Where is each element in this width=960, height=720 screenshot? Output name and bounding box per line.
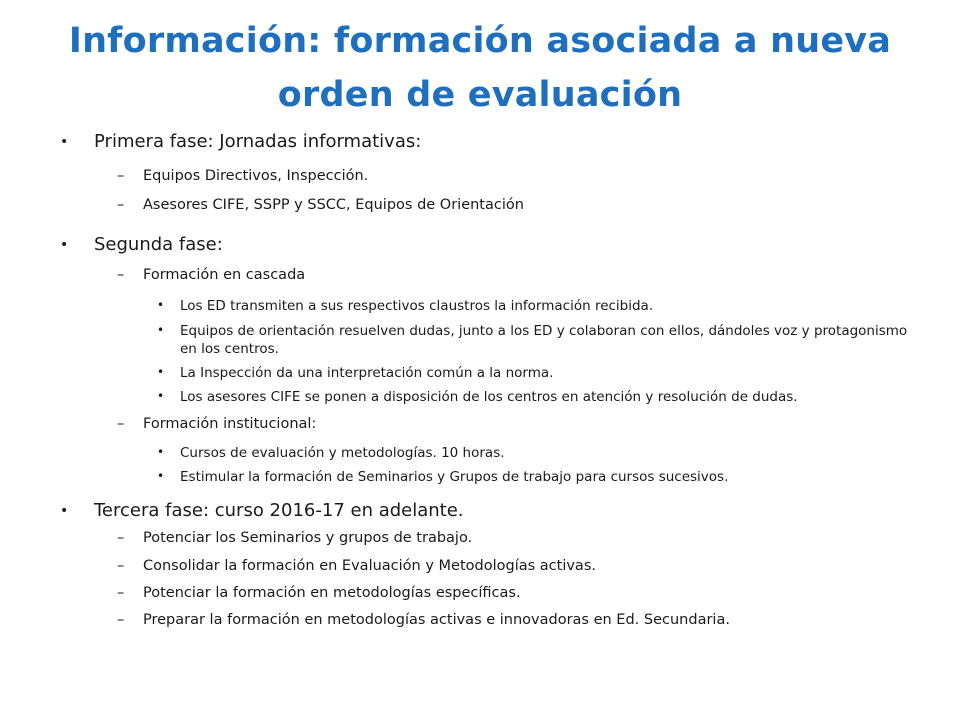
section-heading [60, 130, 940, 154]
section-heading [60, 499, 940, 523]
list-item-text: Asesores CIFE, SSPP y SSCC, Equipos de Orientación [143, 197, 524, 213]
bullet-icon: • [157, 365, 165, 379]
sub-list-item [60, 468, 920, 486]
dash-icon: – [117, 267, 125, 283]
list-item [60, 583, 940, 603]
dash-icon: – [117, 585, 125, 601]
dash-icon: – [117, 168, 125, 184]
bullet-icon: • [157, 445, 165, 459]
dash-icon: – [117, 612, 125, 628]
dash-icon: – [117, 558, 125, 574]
sub-list-item [60, 297, 920, 315]
list-item [60, 528, 940, 548]
list-item-text: Formación en cascada [143, 267, 306, 283]
slide-content [60, 128, 940, 630]
sub-list-item-text: Cursos de evaluación y metodologías. 10 horas. [180, 445, 505, 461]
sub-list-item-text: Estimular la formación de Seminarios y Grupos de trabajo para cursos sucesivos. [180, 469, 729, 485]
sub-list-item-text: Los asesores CIFE se ponen a disposición de los centros en atención y resolución de dudas. [180, 389, 798, 405]
list-item-text: Consolidar la formación en Evaluación y Metodologías activas. [143, 558, 596, 574]
bullet-icon: • [157, 298, 165, 312]
bullet-icon: • [157, 323, 165, 337]
section-heading-text: Tercera fase: curso 2016-17 en adelante. [94, 500, 464, 521]
sub-list-item [60, 444, 920, 462]
list-item [60, 610, 940, 630]
bullet-icon: • [60, 503, 69, 519]
dash-icon: – [117, 416, 125, 432]
list-item [60, 195, 940, 215]
sub-list-item [60, 388, 920, 406]
section-heading-text: Primera fase: Jornadas informativas: [94, 131, 422, 152]
bullet-icon: • [60, 237, 69, 253]
bullet-icon: • [60, 134, 69, 150]
sub-list-item-text: Los ED transmiten a sus respectivos claustros la información recibida. [180, 298, 654, 314]
list-item [60, 556, 940, 576]
list-item-text: Potenciar la formación en metodologías específicas. [143, 585, 521, 601]
list-item [60, 166, 940, 186]
section-heading-text: Segunda fase: [94, 234, 223, 255]
list-item-text: Formación institucional: [143, 416, 317, 432]
dash-icon: – [117, 530, 125, 546]
slide-title: Información: formación asociada a nueva orden de evaluación [68, 21, 892, 115]
sub-list-item [60, 322, 920, 358]
bullet-icon: • [157, 389, 165, 403]
dash-icon: – [117, 197, 125, 213]
list-item-text: Potenciar los Seminarios y grupos de trabajo. [143, 530, 473, 546]
sub-list-item-text: La Inspección da una interpretación común a la norma. [180, 365, 554, 381]
sub-list-item-text: Equipos de orientación resuelven dudas, junto a los ED y colaboran con ellos, dándoles voz y protagonismo en los centros. [180, 323, 908, 357]
list-item-text: Equipos Directivos, Inspección. [143, 168, 369, 184]
list-item [60, 414, 940, 434]
list-item [60, 265, 940, 285]
bullet-icon: • [157, 469, 165, 483]
sub-list-item [60, 364, 920, 382]
list-item-text: Preparar la formación en metodologías activas e innovadoras en Ed. Secundaria. [143, 612, 730, 628]
section-heading [60, 233, 940, 257]
